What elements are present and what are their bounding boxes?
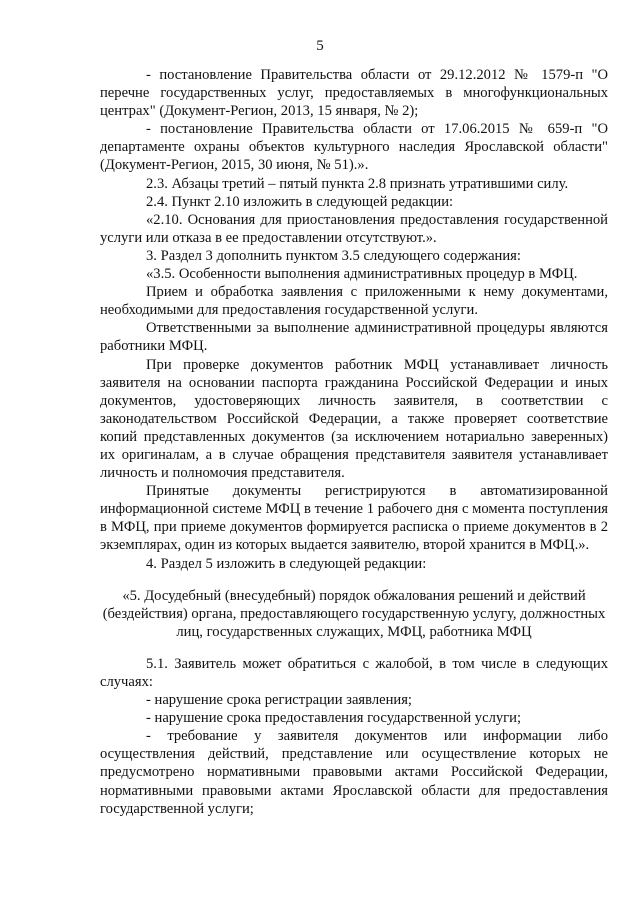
paragraph: 4. Раздел 5 изложить в следующей редакции: bbox=[146, 555, 427, 572]
paragraph: - постановление Правительства области от 17.06.2015 № 659-п "О департаменте охраны объектов культурного наследия Ярославской области" (Документ-Регион, 2015, 30 июня, № 51).». bbox=[100, 121, 608, 174]
paragraph: 3. Раздел 3 дополнить пунктом 3.5 следующего содержания: bbox=[146, 247, 521, 264]
list-item: - требование у заявителя документов или информации либо осуществления действий, представление или осуществление которых не предусмотрено нормативными правовыми актами Российской Федерации, нормативными правовыми актами Ярославской области для предоставления государственной услуги; bbox=[100, 728, 608, 817]
paragraph: При проверке документов работник МФЦ устанавливает личность заявителя на основании паспорта гражданина Российской Федерации и иных документов, удостоверяющих личность заявителя, в соответствии с законодательством Российской Федерации, а также проверяет соответствие копий представленных документов (за исключением нотариально заверенных) их оригиналам, а в случае обращения представителя заявителя устанавливает личность и полномочия представителя. bbox=[100, 356, 608, 482]
paragraph: Прием и обработка заявления с приложенными к нему документами, необходимыми для предоставления государственной услуги. bbox=[100, 284, 608, 319]
list-item: - нарушение срока предоставления государственной услуги; bbox=[146, 710, 522, 727]
paragraph: Принятые документы регистрируются в автоматизированной информационной системе МФЦ в течение 1 рабочего дня с момента поступления в МФЦ, при приеме документов формируется расписка о приеме документов в 2 экземплярах, один из которых выдается заявителю, второй хранится в МФЦ.». bbox=[100, 483, 608, 554]
paragraph: Ответственными за выполнение административной процедуры являются работники МФЦ. bbox=[100, 320, 608, 355]
page-number: 5 bbox=[316, 38, 324, 54]
paragraph: 5.1. Заявитель может обратиться с жалобой, в том числе в следующих случаях: bbox=[100, 655, 608, 690]
document-body bbox=[100, 66, 608, 818]
section-heading: «5. Досудебный (внесудебный) порядок обжалования решений и действий (бездействия) органа, предоставляющего государственную услугу, должностных лиц, государственных служащих, МФЦ, работника МФЦ bbox=[102, 587, 606, 640]
paragraph: - постановление Правительства области от 29.12.2012 № 1579-п "О перечне государственных услуг, предоставляемых в многофункциональных центрах" (Документ-Регион, 2013, 15 января, № 2); bbox=[100, 67, 608, 120]
paragraph: 2.4. Пункт 2.10 изложить в следующей редакции: bbox=[146, 193, 454, 210]
list-item: - нарушение срока регистрации заявления; bbox=[146, 692, 412, 709]
paragraph: «3.5. Особенности выполнения административных процедур в МФЦ. bbox=[146, 266, 578, 283]
paragraph: 2.3. Абзацы третий – пятый пункта 2.8 признать утратившими силу. bbox=[146, 175, 569, 192]
paragraph: «2.10. Основания для приостановления предоставления государственной услуги или отказа в ее предоставлении отсутствуют.». bbox=[100, 211, 608, 246]
